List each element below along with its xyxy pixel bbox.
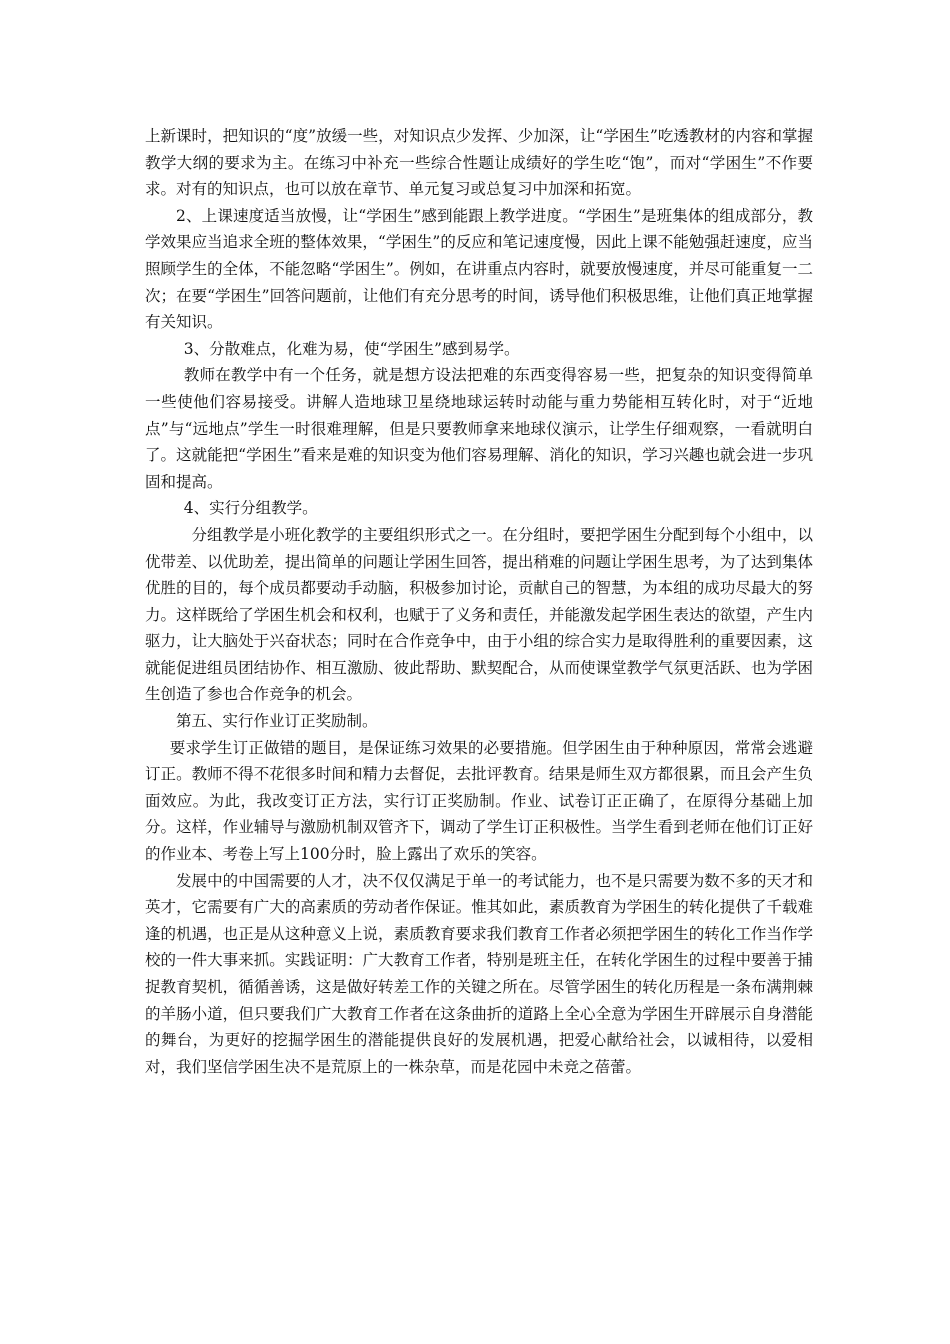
paragraph-9: 发展中的中国需要的人才，决不仅仅满足于单一的考试能力，也不是只需要为数不多的天才和英才，它需要有广大的高素质的劳动者作保证。惟其如此，素质教育为学困生的转化提供了千载难逢的机遇，也正是从这种意义上说，素质教育要求我们教育工作者必须把学困生的转化工作当作学校的一件大事来抓。实践证明：广大教育工作者，特别是班主任，在转化学困生的过程中要善于捕捉教育契机，循循善诱，这是做好转差工作的关键之所在。尽管学困生的转化历程是一条布满荆棘的羊肠小道，但只要我们广大教育工作者在这条曲折的道路上全心全意为学困生开辟展示自身潜能的舞台，为更好的挖掘学困生的潜能提供良好的发展机遇，把爱心献给社会，以诚相待，以爱相对，我们坚信学困生决不是荒原上的一株杂草，而是花园中未竞之蓓蕾。 bbox=[145, 871, 813, 1076]
paragraph-8: 要求学生订正做错的题目，是保证练习效果的必要措施。但学困生由于种种原因，常常会逃避订正。教师不得不花很多时间和精力去督促，去批评教育。结果是师生双方都很累，而且会产生负面效应。为此，我改变订正方法，实行订正奖励制。作业、试卷订正正确了，在原得分基础上加分。这样，作业辅导与激励机制双管齐下，调动了学生订正积极性。当学生看到老师在他们订正好的作业本、考卷上写上100分时，脸上露出了欢乐的笑容。 bbox=[145, 738, 813, 864]
document-body bbox=[145, 123, 813, 1080]
paragraph-7-heading: 第五、实行作业订正奖励制。 bbox=[176, 712, 378, 731]
paragraph-4: 教师在教学中有一个任务，就是想方设法把难的东西变得容易一些，把复杂的知识变得简单一些使他们容易接受。讲解人造地球卫星绕地球运转时动能与重力势能相互转化时，对于“近地点”与“远地点”学生一时很难理解，但是只要教师拿来地球仪演示，让学生仔细观察，一看就明白了。这就能把“学困生”看来是难的知识变为他们容易理解、消化的知识，学习兴趣也就会进一步巩固和提高。 bbox=[145, 366, 813, 491]
paragraph-6: 分组教学是小班化教学的主要组织形式之一。在分组时，要把学困生分配到每个小组中，以优带差、以优助差，提出简单的问题让学困生回答，提出稍难的问题让学困生思考，为了达到集体优胜的目的，每个成员都要动手动脑，积极参加讨论，贡献自己的智慧，为本组的成功尽最大的努力。这样既给了学困生机会和权利，也赋于了义务和责任，并能激发起学困生表达的欲望，产生内驱力，让大脑处于兴奋状态；同时在合作竞争中，由于小组的综合实力是取得胜利的重要因素，这就能促进组员团结协作、相互激励、彼此帮助、默契配合，从而使课堂教学气氛更活跃、也为学困生创造了参也合作竞争的机会。 bbox=[145, 525, 813, 704]
paragraph-2: 2、上课速度适当放慢，让“学困生”感到能跟上教学进度。“学困生”是班集体的组成部分，教学效果应当追求全班的整体效果，“学困生”的反应和笔记速度慢，因此上课不能勉强赶速度，应当照顾学生的全体，不能忽略“学困生”。例如，在讲重点内容时，就要放慢速度，并尽可能重复一二次；在要“学困生”回答问题前，让他们有充分思考的时间，诱导他们积极思维，让他们真正地掌握有关知识。 bbox=[145, 206, 813, 332]
paragraph-1: 上新课时，把知识的“度”放缓一些，对知识点少发挥、少加深，让“学困生”吃透教材的内容和掌握教学大纲的要求为主。在练习中补充一些综合性题让成绩好的学生吃“饱”，而对“学困生”不作要求。对有的知识点，也可以放在章节、单元复习或总复习中加深和拓宽。 bbox=[145, 127, 813, 199]
paragraph-3-heading: 3、分散难点，化难为易，使“学困生”感到易学。 bbox=[183, 339, 520, 358]
paragraph-5-heading: 4、实行分组教学。 bbox=[183, 499, 318, 518]
